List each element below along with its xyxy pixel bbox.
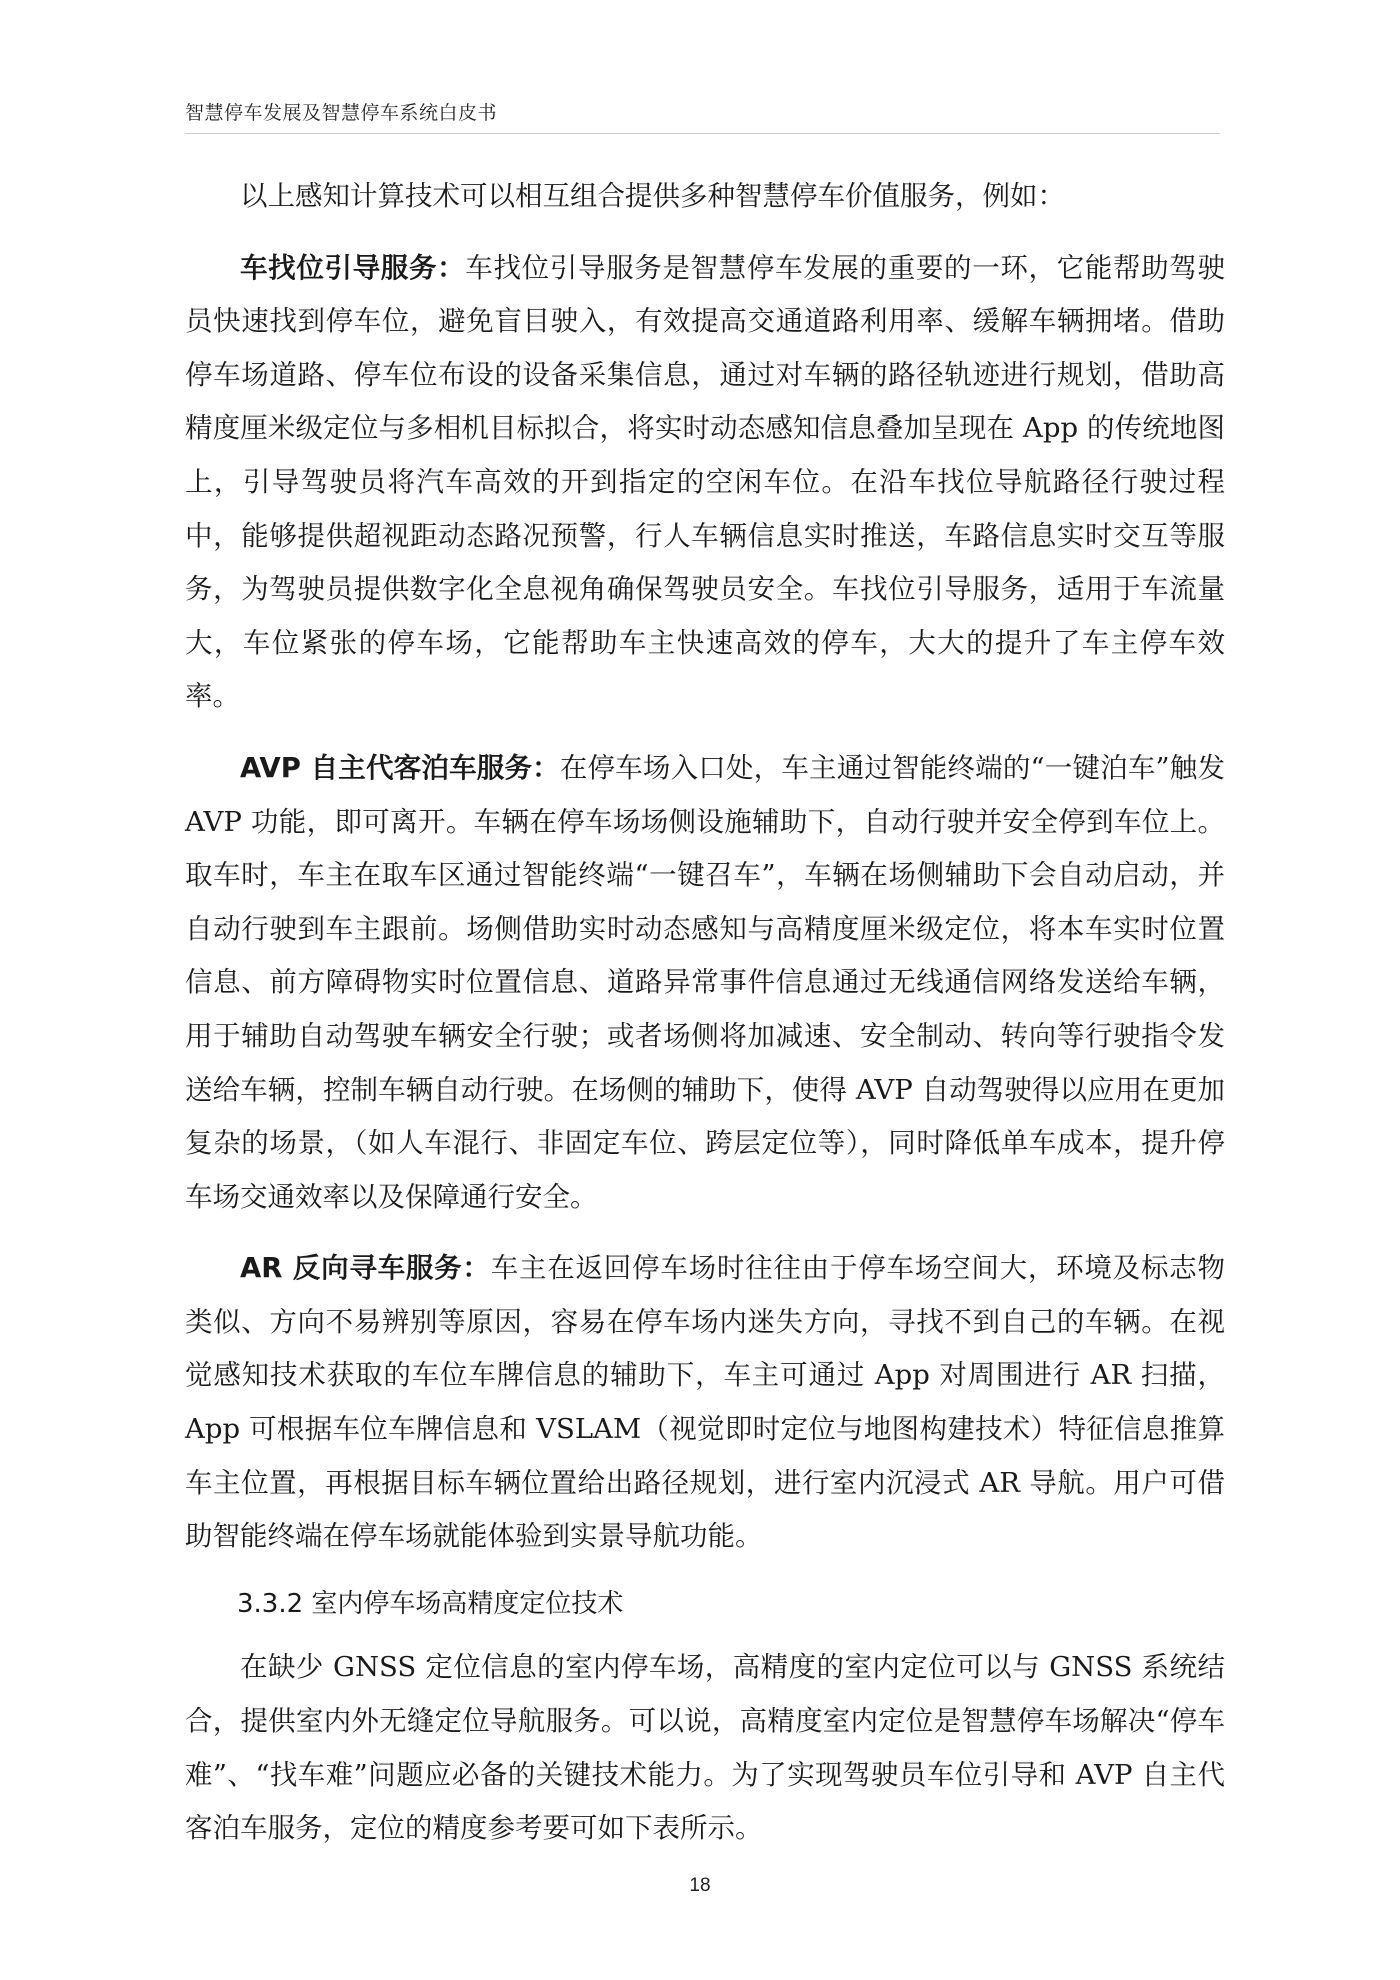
- avp-service-body: 在停车场入口处，车主通过智能终端的“一键泊车”触发 AVP 功能，即可离开。车辆在停车场场侧设施辅助下，自动行驶并安全停到车位上。取车时，车主在取车区通过智能终端“一键召车”，车辆在场侧辅助下会自动启动，并自动行驶到车主跟前。场侧借助实时动态感知与高精度厘米级定位，将本车实时位置信息、前方障碍物实时位置信息、道路异常事件信息通过无线通信网络发送给车辆，用于辅助自动驾驶车辆安全行驶；或者场侧将加减速、安全制动、转向等行驶指令发送给车辆，控制车辆自动行驶。在场侧的辅助下，使得 AVP 自动驾驶得以应用在更加复杂的场景，（如人车混行、非固定车位、跨层定位等），同时降低单车成本，提升停车场交通效率以及保障通行安全。: [185, 751, 1225, 1213]
- guidance-service-lead: 车找位引导服务：: [240, 251, 466, 284]
- section-title: 室内停车场高精度定位技术: [311, 1588, 624, 1619]
- section-number: 3.3.2: [237, 1588, 304, 1619]
- avp-service-lead: AVP 自主代客泊车服务：: [240, 751, 560, 784]
- avp-service-paragraph: [185, 742, 1225, 1224]
- body-text: [185, 170, 1225, 1856]
- ar-service-paragraph: [185, 1242, 1225, 1564]
- intro-paragraph: 以上感知计算技术可以相互组合提供多种智慧停车价值服务，例如：: [240, 180, 1065, 212]
- guidance-service-paragraph: [185, 242, 1225, 724]
- ar-service-lead: AR 反向寻车服务：: [240, 1252, 491, 1285]
- guidance-service-body: 车找位引导服务是智慧停车发展的重要的一环，它能帮助驾驶员快速找到停车位，避免盲目驶入，有效提高交通道路利用率、缓解车辆拥堵。借助停车场道路、停车位布设的设备采集信息，通过对车辆的路径轨迹进行规划，借助高精度厘米级定位与多相机目标拟合，将实时动态感知信息叠加呈现在 App 的传统地图上，引导驾驶员将汽车高效的开到指定的空闲车位。在沿车找位导航路径行驶过程中，能够提供超视距动态路况预警，行人车辆信息实时推送，车路信息实时交互等服务，为驾驶员提供数字化全息视角确保驾驶员安全。车找位引导服务，适用于车流量大，车位紧张的停车场，它能帮助车主快速高效的停车，大大的提升了车主停车效率。: [185, 251, 1226, 713]
- ar-service-body: 车主在返回停车场时往往由于停车场空间大，环境及标志物类似、方向不易辨别等原因，容易在停车场内迷失方向，寻找不到自己的车辆。在视觉感知技术获取的车位车牌信息的辅助下，车主可通过 App 对周围进行 AR 扫描，App 可根据车位车牌信息和 VSLAM（视觉即时定位与地图构建技术）特征信息推算车主位置，再根据目标车辆位置给出路径规划，进行室内沉浸式 AR 导航。用户可借助智能终端在停车场就能体验到实景导航功能。: [185, 1252, 1225, 1553]
- page-number: 18: [689, 1875, 711, 1896]
- section-heading: [185, 1578, 1225, 1632]
- header-divider: [185, 133, 1220, 134]
- section-body-paragraph: 在缺少 GNSS 定位信息的室内停车场，高精度的室内定位可以与 GNSS 系统结合，提供室内外无缝定位导航服务。可以说，高精度室内定位是智慧停车场解决“停车难”、“找车难”问题应必备的关键技术能力。为了实现驾驶员车位引导和 AVP 自主代客泊车服务，定位的精度参考要可如下表所示。: [185, 1651, 1225, 1845]
- running-header: 智慧停车发展及智慧停车系统白皮书: [185, 102, 498, 124]
